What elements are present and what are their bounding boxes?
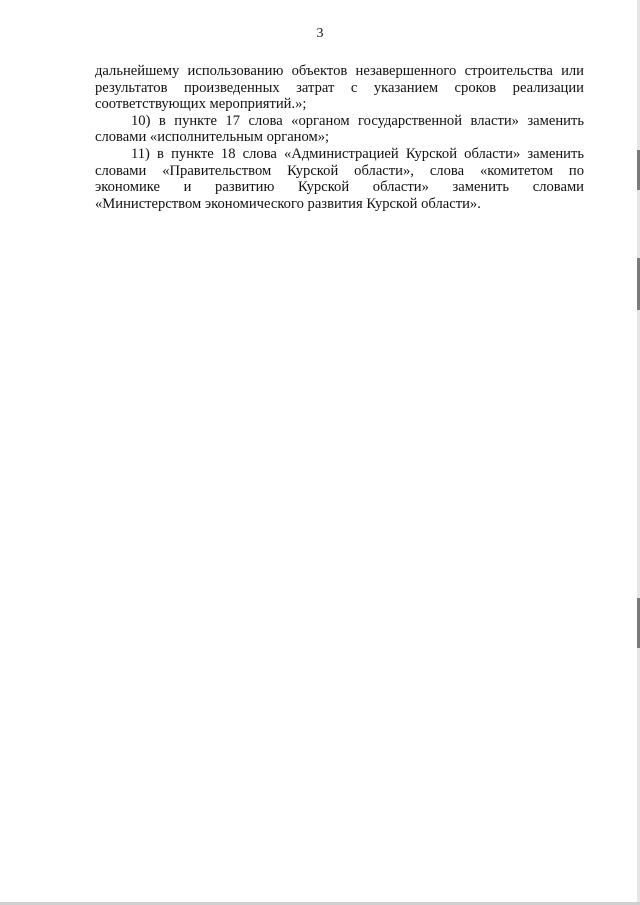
page-number: 3 <box>316 26 324 41</box>
text-line: словами «Правительством Курской области», слова «комитетом по <box>95 162 584 179</box>
document-body <box>95 63 584 212</box>
text-line: словами «исполнительным органом»; <box>95 129 330 146</box>
text-line: экономике и развитию Курской области» заменить словами <box>95 179 584 196</box>
text-line: результатов произведенных затрат с указанием сроков реализации <box>95 79 584 96</box>
text-line: «Министерством экономического развития Курской области». <box>95 195 481 212</box>
text-line: 10) в пункте 17 слова «органом государственной власти» заменить <box>131 112 584 129</box>
paragraph-continuation <box>95 63 584 113</box>
text-line: 11) в пункте 18 слова «Администрацией Курской области» заменить <box>131 145 584 162</box>
paragraph-item-11 <box>95 146 584 212</box>
paragraph-item-10 <box>95 113 584 146</box>
text-line: соответствующих мероприятий.»; <box>95 96 307 113</box>
text-line: дальнейшему использованию объектов незавершенного строительства или <box>95 63 584 79</box>
